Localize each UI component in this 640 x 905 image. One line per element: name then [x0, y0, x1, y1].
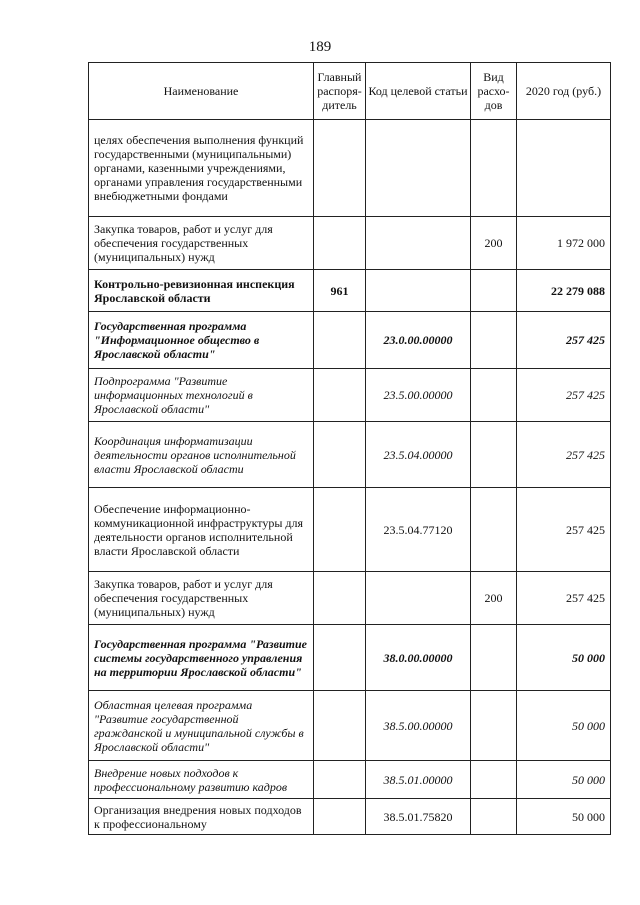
cell-expense-type [471, 120, 517, 217]
cell-code: 38.5.01.00000 [366, 761, 471, 799]
table-row [89, 691, 611, 761]
cell-manager: 961 [314, 270, 366, 312]
cell-manager [314, 625, 366, 691]
header-amount: 2020 год (руб.) [517, 63, 611, 120]
table-row [89, 312, 611, 369]
header-code: Код целевой статьи [366, 63, 471, 120]
cell-expense-type [471, 312, 517, 369]
cell-expense-type [471, 369, 517, 422]
header-row [89, 63, 611, 120]
cell-expense-type [471, 625, 517, 691]
cell-amount: 257 425 [517, 422, 611, 488]
table-row [89, 625, 611, 691]
table-header [89, 63, 611, 120]
table-row [89, 422, 611, 488]
cell-code [366, 572, 471, 625]
table-row [89, 488, 611, 572]
cell-amount: 257 425 [517, 312, 611, 369]
cell-code: 38.5.00.00000 [366, 691, 471, 761]
cell-amount: 257 425 [517, 369, 611, 422]
cell-name: Закупка товаров, работ и услуг для обеспечения государственных (муниципальных) нужд [89, 217, 314, 270]
table-row [89, 217, 611, 270]
cell-expense-type: 200 [471, 572, 517, 625]
cell-name: Координация информатизации деятельности органов исполнительной власти Ярославской области [89, 422, 314, 488]
cell-name: целях обеспечения выполнения функций государственными (муниципальными) органами, казенными учреждениями, органами управления государственными внебюджетными фондами [89, 120, 314, 217]
cell-manager [314, 572, 366, 625]
table-row [89, 799, 611, 835]
cell-code: 23.0.00.00000 [366, 312, 471, 369]
table-body [89, 120, 611, 835]
cell-code: 38.0.00.00000 [366, 625, 471, 691]
table-row [89, 761, 611, 799]
cell-code: 23.5.00.00000 [366, 369, 471, 422]
cell-manager [314, 369, 366, 422]
cell-name: Закупка товаров, работ и услуг для обеспечения государственных (муниципальных) нужд [89, 572, 314, 625]
cell-amount: 257 425 [517, 488, 611, 572]
cell-expense-type [471, 270, 517, 312]
table-row [89, 270, 611, 312]
cell-amount: 1 972 000 [517, 217, 611, 270]
cell-code [366, 120, 471, 217]
header-expense-type: Вид расхо-дов [471, 63, 517, 120]
cell-expense-type [471, 691, 517, 761]
table-row [89, 572, 611, 625]
budget-table [88, 62, 611, 835]
cell-name: Обеспечение информационно-коммуникационной инфраструктуры для деятельности органов исполнительной власти Ярославской области [89, 488, 314, 572]
cell-manager [314, 422, 366, 488]
cell-manager [314, 488, 366, 572]
cell-amount: 22 279 088 [517, 270, 611, 312]
header-name: Наименование [89, 63, 314, 120]
cell-manager [314, 217, 366, 270]
cell-code: 38.5.01.75820 [366, 799, 471, 835]
cell-amount: 50 000 [517, 761, 611, 799]
cell-manager [314, 120, 366, 217]
cell-code: 23.5.04.77120 [366, 488, 471, 572]
cell-expense-type [471, 799, 517, 835]
cell-manager [314, 691, 366, 761]
cell-code [366, 217, 471, 270]
cell-name: Государственная программа "Развитие системы государственного управления на территории Ярославской области" [89, 625, 314, 691]
table-row [89, 120, 611, 217]
cell-manager [314, 312, 366, 369]
cell-amount: 50 000 [517, 625, 611, 691]
cell-amount: 50 000 [517, 691, 611, 761]
cell-name: Областная целевая программа "Развитие государственной гражданской и муниципальной службы в Ярославской области" [89, 691, 314, 761]
cell-amount: 50 000 [517, 799, 611, 835]
cell-expense-type [471, 761, 517, 799]
cell-name: Контрольно-ревизионная инспекция Ярославской области [89, 270, 314, 312]
cell-name: Подпрограмма "Развитие информационных технологий в Ярославской области" [89, 369, 314, 422]
cell-code: 23.5.04.00000 [366, 422, 471, 488]
cell-manager [314, 799, 366, 835]
cell-name: Государственная программа "Информационное общество в Ярославской области" [89, 312, 314, 369]
cell-name: Внедрение новых подходов к профессиональному развитию кадров [89, 761, 314, 799]
cell-expense-type [471, 422, 517, 488]
cell-code [366, 270, 471, 312]
cell-manager [314, 761, 366, 799]
cell-expense-type [471, 488, 517, 572]
cell-name: Организация внедрения новых подходов к профессиональному [89, 799, 314, 835]
cell-amount: 257 425 [517, 572, 611, 625]
cell-amount [517, 120, 611, 217]
cell-expense-type: 200 [471, 217, 517, 270]
page-number: 189 [308, 39, 332, 55]
header-manager: Главный распоря-дитель [314, 63, 366, 120]
table-row [89, 369, 611, 422]
